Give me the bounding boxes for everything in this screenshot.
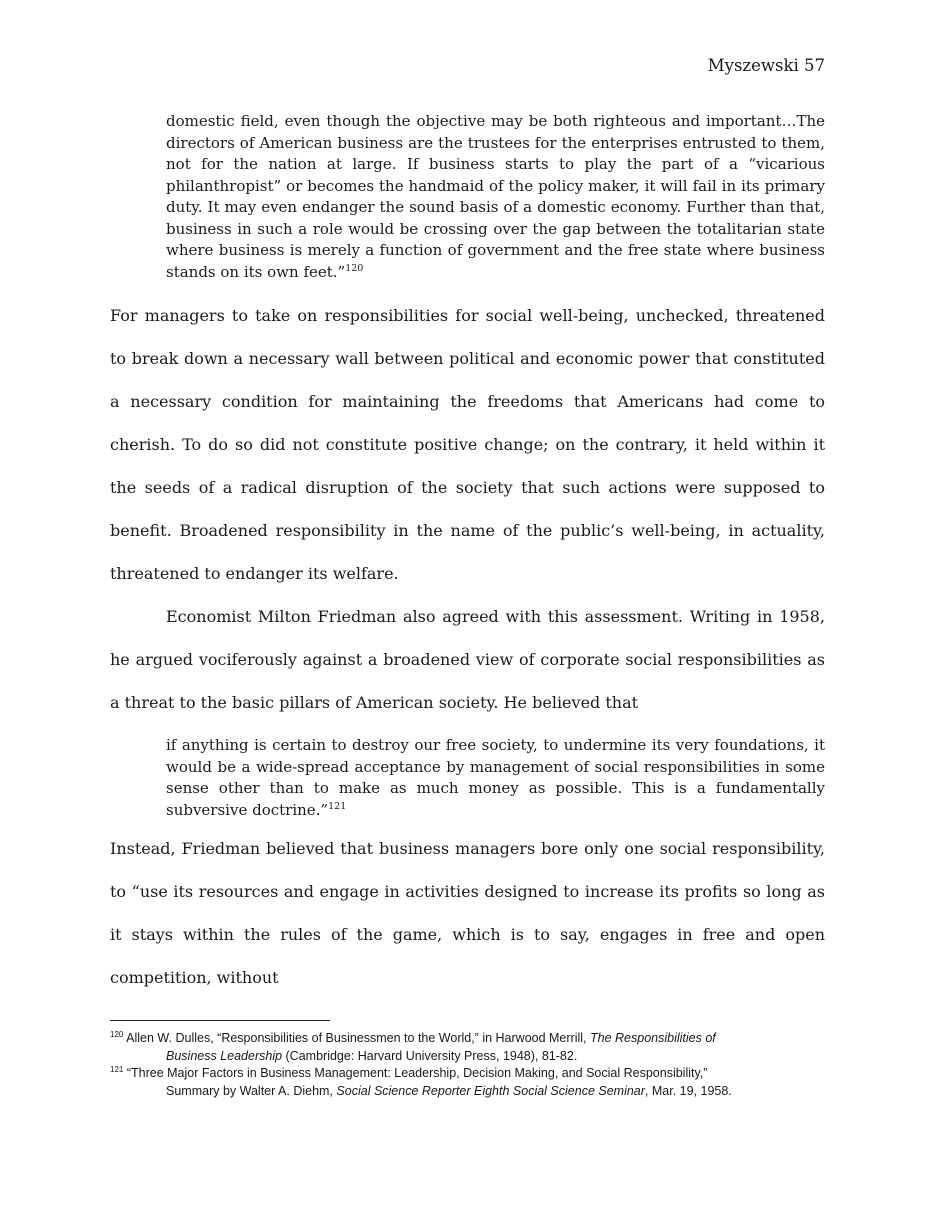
- footnote-120: [110, 1029, 825, 1065]
- footnote-121: [110, 1064, 825, 1100]
- footnote-text-cont: Summary by Walter A. Diehm,: [166, 1084, 337, 1098]
- footnote-title: Social Science Reporter Eighth Social Science Seminar: [336, 1084, 645, 1098]
- footnote-number: 121: [110, 1064, 124, 1074]
- footnote-number: 120: [110, 1029, 124, 1039]
- footnote-ref-121[interactable]: 121: [328, 800, 347, 812]
- body-paragraph-3: Instead, Friedman believed that business managers bore only one social responsibility, to “use its resources and engage in activities designed to increase its profits so long as it stays within the rules of the game, which is to say, engages in free and open competition, without: [110, 839, 825, 987]
- block-quote-friedman: [166, 735, 825, 821]
- footnote-text: “Three Major Factors in Business Management: Leadership, Decision Making, and Social Responsibility,”: [126, 1066, 708, 1080]
- footnote-text-end: , Mar. 19, 1958.: [644, 1084, 732, 1098]
- footnote-ref-120[interactable]: 120: [345, 262, 364, 274]
- body-paragraph-2: Economist Milton Friedman also agreed with this assessment. Writing in 1958, he argued vociferously against a broadened view of corporate social responsibilities as a threat to the basic pillars of American society. He believed that: [110, 607, 825, 712]
- block-quote-text: domestic field, even though the objective may be both righteous and important…The directors of American business are the trustees for the enterprises entrusted to them, not for the nation at large. If business starts to play the part of a “vicarious philanthropist” or becomes the handmaid of the policy maker, it will fail in its primary duty. It may even endanger the sound basis of a domestic economy. Further than that, business in such a role would be crossing over the gap between the totalitarian state where business is merely a function of government and the free state where business stands on its own feet.”: [166, 112, 825, 281]
- running-head: Myszewski 57: [707, 56, 825, 75]
- footnote-separator: [110, 1020, 330, 1021]
- footnote-title-cont: Business Leadership: [166, 1049, 283, 1063]
- footnote-text: Allen W. Dulles, “Responsibilities of Businessmen to the World,” in Harwood Merrill,: [126, 1031, 590, 1045]
- footnote-text-cont: (Cambridge: Harvard University Press, 1948), 81-82.: [282, 1049, 578, 1063]
- block-quote-dulles: [166, 111, 825, 283]
- block-quote-text: if anything is certain to destroy our free society, to undermine its very foundations, it would be a wide-spread acceptance by management of social responsibilities in some sense other than to make as much money as possible. This is a fundamentally subversive doctrine.”: [166, 736, 825, 819]
- body-paragraph-1: For managers to take on responsibilities for social well-being, unchecked, threatened to break down a necessary wall between political and economic power that constituted a necessary condition for maintaining the freedoms that Americans had come to cherish. To do so did not constitute positive change; on the contrary, it held within it the seeds of a radical disruption of the society that such actions were supposed to benefit. Broadened responsibility in the name of the public’s well-being, in actuality, threatened to endanger its welfare.: [110, 306, 825, 583]
- footnote-title: The Responsibilities of: [590, 1031, 716, 1045]
